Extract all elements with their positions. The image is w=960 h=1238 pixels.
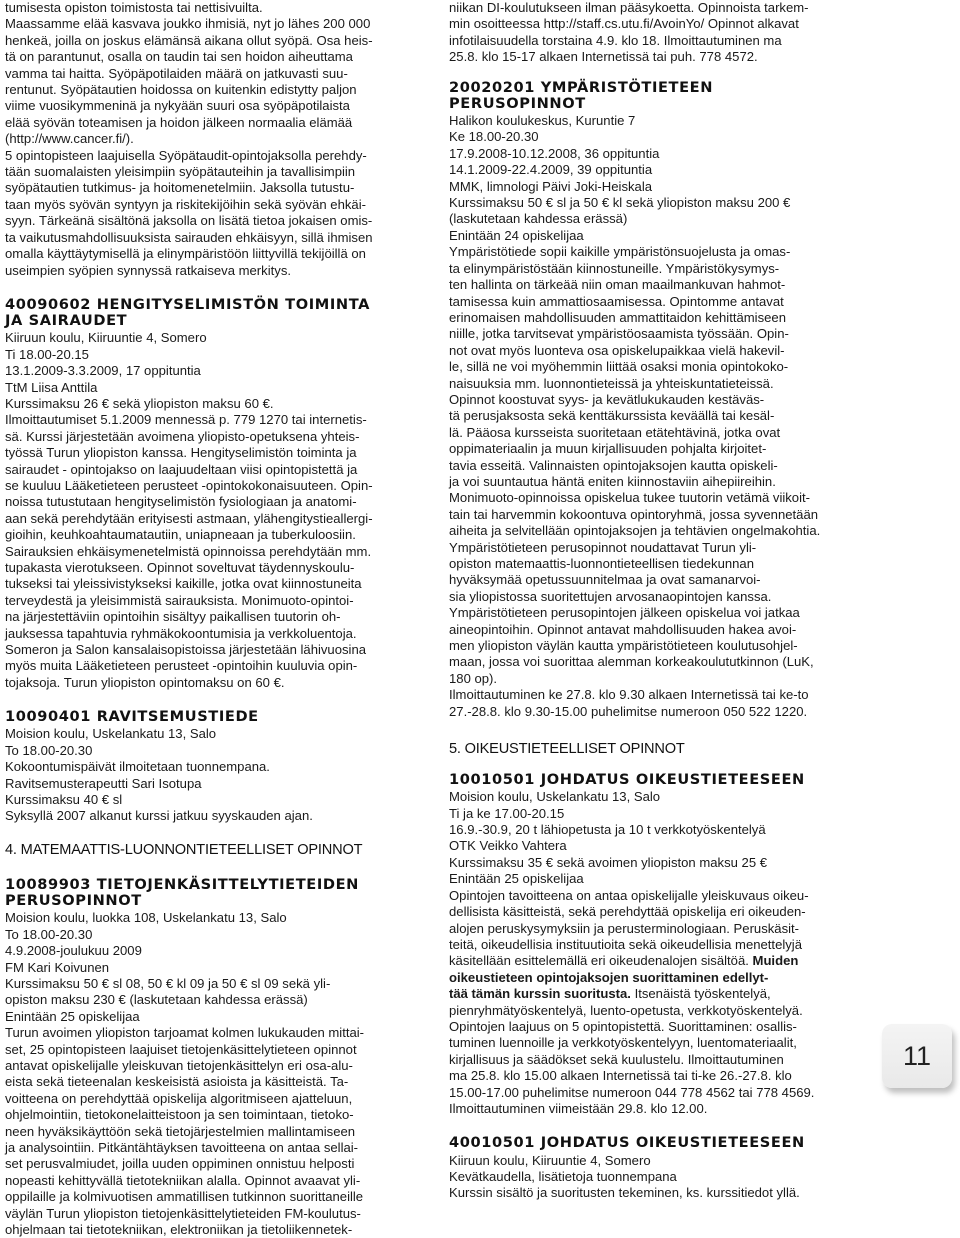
course-info-johdatus-oikeustieteeseen-salo: Moision koulu, Uskelankatu 13, Salo Ti ja ke 17.00-20.15 16.9.-30.9, 20 t lähiopetusta ja 10 t verkkotyöskentelyä OTK Veikko Vahtera Kurssimaksu 35 € sekä avoimen yliopiston maksu 25 € Enintään 25 opiskelijaa Opintojen tavoitteena on antaa opiskelijalle yleiskuvaus oikeu- dellisista käsitteistä, sekä perehdyttää opiskelija eri oikeuden- alojen peruskysymyksiin ja perusterminologiaan. Peruskäsit- teitä, oikeudellisia instituutioita sekä oikeudellisia menettelyjä käsitellään esittelemällä eri oikeudenalojen sisältöä. Muiden oikeustieteen opintojaksojen suorittaminen edellyt- tää tämän kurssin suoritusta. Itsenäistä työskentelyä, pienryhmätyöskentelyä, luento-opetusta, verkkotyöskentelyä. Opintojen laajuus on 5 opintopistettä. Suorittaminen: osallis- tuminen luennoille ja verkkotyöskentelyyn, luentomateriaalit, kirjallisuus ja säädökset sekä kuulustelu. Ilmoittautuminen ma 25.8. klo 15.00 alkaen Internetissä tai ti-ke 26.-27.8. klo 15.00-17.00 puhelimitse numeroon 044 778 4562 tai 778 4569. Ilmoittautuminen viimeistään 29.8. klo 12.00. — [449, 789, 862, 1117]
course-title-hengityselimisto: 40090602 HENGITYSELIMISTÖN TOIMINTA JA SAIRAUDET — [5, 295, 371, 330]
text-line: Moision koulu, Uskelankatu 13, Salo — [5, 726, 217, 742]
text-line: useimpien syöpien synnyssä ratkaiseva merkitys. — [5, 262, 291, 278]
text-line: maan, jossa voi suorittaa alemman korkeakoulututkinnon (LuK, — [449, 654, 814, 670]
text-line: tuminen luennoille ja verkkotyöskentelyyn, luentomateriaalit, — [449, 1035, 797, 1051]
text-line: kirjallisuus ja säädökset sekä kuulustelu. Ilmoittautuminen — [449, 1051, 784, 1067]
text-line: syöpätautien tutkimus- ja hoitomenetelmiin. Jaksolla tutustu- — [5, 180, 355, 196]
text-line: ta elinympäristöstään kiinnostuneille. Ympäristökysymys- — [449, 260, 780, 276]
text-line: alojen peruskysymyksiin ja perusterminologiaan. Peruskäsit- — [449, 920, 800, 936]
text-line: TtM Liisa Anttila — [5, 379, 98, 395]
text-line: Kokoontumispäivät ilmoitetaan tuonnempana. — [5, 759, 270, 775]
course-info-ravitsemustiede — [5, 726, 418, 824]
text-line: 4.9.2008-joulukuu 2009 — [5, 943, 142, 959]
text-line: Ke 18.00-20.30 — [449, 129, 539, 145]
text-line: 17.9.2008-10.12.2008, 36 oppituntia — [449, 145, 660, 161]
text-line: min osoitteessa http://staff.cs.utu.fi/AvoinYo/ Opinnot alkavat — [449, 16, 799, 32]
text-line: lä. Pääosa kursseista suoritetaan etätehtävinä, jotka ovat — [449, 424, 781, 440]
text-line: tukseksi tai yleissivistykseksi kaikille, jotka ovat kiinnostuneita — [5, 576, 362, 592]
text-line: 16.9.-30.9, 20 t lähiopetusta ja 10 t verkkotyöskentelyä — [449, 822, 766, 838]
text-line: niikan DI-koulutukseen ilman pääsykoetta. Opinnoista tarkem- — [449, 0, 809, 15]
text-line: (http://www.cancer.fi/). — [5, 131, 134, 147]
text-line: ohjelmaan tai tietotekniikan, elektroniikan ja tietoliikennetek- — [5, 1222, 353, 1238]
text-line: dellisista käsitteistä, sekä perehdyttää opiskelija eri oikeuden- — [449, 904, 806, 920]
text-line: not ovat myös luonteva osa opiskelupaikkaa vielä hakevil- — [449, 342, 785, 358]
text-line: ma 25.8. klo 15.00 alkaen Internetissä tai ti-ke 26.-27.8. klo — [449, 1068, 792, 1084]
right-column — [449, 0, 862, 1202]
course-title-johdatus-oikeustieteeseen-salo: 10010501 JOHDATUS OIKEUSTIETEESEEN — [449, 771, 805, 789]
text-line: Ravitsemusterapeutti Sari Isotupa — [5, 775, 202, 791]
text-line: ohjelmointiin, tietokonelaitteistoon ja sen toimintaan, tietoko- — [5, 1107, 354, 1123]
text-line: Kevätkaudella, lisätietoja tuonnempana — [449, 1169, 677, 1184]
text-line: Kurssimaksu 50 € sl 08, 50 € kl 09 ja 50 € sl 09 sekä yli- — [5, 975, 331, 991]
text-line: väylän Turun yliopiston tietojenkäsittelytieteiden FM-koulutus- — [5, 1205, 361, 1221]
text-line: henkeä, joilla on joskus elämänsä aikana ollut syöpä. Osa heis- — [5, 32, 373, 48]
text-line: Enintään 24 opiskelijaa — [449, 227, 584, 243]
text-line: gioihin, keuhkoahtaumatautiin, uniapneaan ja tuberkuloosiin. — [5, 527, 356, 543]
text-line: To 18.00-20.30 — [5, 742, 93, 758]
course-info-tietojenkasittely — [5, 910, 418, 1238]
text-line: Syksyllä 2007 alkanut kurssi jatkuu syyskauden ajan. — [5, 808, 313, 824]
text-line: eista sekä tieteenalan keskeisistä asioista ja käsitteistä. Ta- — [5, 1074, 349, 1090]
text-line: erinomaisen mahdollisuuden ammattitaidon kehittämiseen — [449, 309, 786, 325]
text-line: (laskutetaan kahdessa erässä) — [449, 211, 628, 227]
text-line: Kiiruun koulu, Kiiruuntie 4, Somero — [449, 1152, 651, 1168]
text-line: ja voi suuntautua häntä eniten kiinnostaviin aihepiireihin. — [449, 473, 776, 489]
text-line: Kurssimaksu 26 € sekä yliopiston maksu 60 €. — [5, 395, 274, 411]
text-line: Moision koulu, luokka 108, Uskelankatu 13, Salo — [5, 910, 287, 926]
text-line: Halikon koulukeskus, Kuruntie 7 — [449, 113, 636, 129]
text-line: 27.-28.8. klo 9.30-15.00 puhelimitse numeroon 050 522 1220. — [449, 703, 808, 719]
text-line: set, 25 opintopisteen laajuiset tietojenkäsittelytieteen opinnot — [5, 1041, 357, 1057]
text-line: tä on parantunut, osalla on taudin tai sen hoidon aiheuttama — [5, 49, 353, 65]
text-line: rentunut. Syöpätautien hoidossa on kuitenkin edistytty paljon — [5, 82, 357, 98]
text-line: naisuuksia mm. luonnontieteissä ja yhteiskuntatieteissä. — [449, 375, 774, 391]
text-line: Sairauksien ehkäisymenetelmistä opinnoissa perehdytään mm. — [5, 543, 372, 559]
text-line: men yliopiston väylän kautta ympäristötieteen koulutusohjel- — [449, 638, 798, 654]
text-line: taan myös syövän syntyyn ja riskitekijöihin sekä syövän ehkäi- — [5, 196, 366, 212]
text-line: Ti 18.00-20.15 — [5, 346, 89, 362]
text-line: Someron ja Salon kansalaisopistoissa järjestetään lähivuosina — [5, 642, 367, 658]
text-line: 13.1.2009-3.3.2009, 17 oppituntia — [5, 363, 201, 379]
text-line: 25.8. klo 15-17 alkaen Internetissä tai puh. 778 4572. — [449, 49, 758, 65]
text-line: aiheita ja selvitellään opintojaksojen ja tehtävien ongelmakohtia. — [449, 523, 821, 539]
text-line: oppilaille ja kolmivuotisen ammatillisen tutkinnon suorittaneille — [5, 1189, 364, 1205]
text-line: tään suomalaisten yleisimpiin syöpätauteihin ja tavallisimpiin — [5, 164, 356, 180]
text-line: teitä, oikeudellisia instituutioita sekä oikeudellisia menettelyjä — [449, 936, 803, 952]
text-line: opiston maksu 230 € (laskutetaan kahdessa erässä) — [5, 992, 308, 1008]
continued-text — [449, 0, 862, 66]
text-line: pienryhmätyöskentelyä, luento-opetusta, verkkotyöskentelyä. — [449, 1002, 803, 1018]
text-line: tumisesta opiston toimistosta tai nettisivuilta. — [5, 0, 263, 15]
course-title-johdatus-oikeustieteeseen-somero: 40010501 JOHDATUS OIKEUSTIETEESEEN — [449, 1134, 805, 1152]
text-line: sairaudet - opintojakso on laajuudeltaan viisi opintopistettä ja — [5, 461, 358, 477]
text-line: sia yliopistossa suoritettujen arvosanaopintojen kanssa. — [449, 588, 772, 604]
text-line: Enintään 25 opiskelijaa — [5, 1008, 140, 1024]
text-line: Monimuoto-opinnoissa opiskelua tukee tuutorin vetämä viikoit- — [449, 490, 810, 506]
text-line: aan sekä perehdytään erityisesti astmaan, ylähengitystieallergi- — [5, 510, 373, 526]
text-line: Ilmoittautuminen viimeistään 29.8. klo 12.00. — [449, 1100, 708, 1116]
page-number-badge: 11 — [882, 1024, 952, 1088]
text-line: oppimateriaalin ja muun kirjallisuuden pohjalta kirjoitet- — [449, 441, 767, 457]
text-line: jauksessa tapahtuvia ryhmäkokoontumisia ja verkkoluentoja. — [5, 625, 357, 641]
prerequisite-note: Muiden — [752, 953, 799, 969]
text-line: Ilmoittautumiset 5.1.2009 mennessä p. 779 1270 tai internetis- — [5, 412, 367, 428]
text-line: Ilmoittautuminen ke 27.8. klo 9.30 alkaen Internetissä tai ke-to — [449, 687, 809, 703]
text-line: 15.00-17.00 puhelimitse numeroon 044 778 4562 tai 778 4569. — [449, 1084, 815, 1100]
text-line: noissa tutustutaan hengityselimistön fysiologiaan ja anatomi- — [5, 494, 357, 510]
text-line: tavia esseitä. Valinnaisten opintojaksojen kautta opiskeli- — [449, 457, 778, 473]
text-line: myös muita Lääketieteen perusteet -opintoihin kuuluvia opin- — [5, 658, 358, 674]
text-line: Moision koulu, Uskelankatu 13, Salo — [449, 789, 661, 805]
text-line: hyväksymää opetussuunnitelmaa ja ovat samanarvoi- — [449, 572, 761, 588]
text-line: ta vaikutusmahdollisuuksista sairauden ehkäisyyn, sillä ihmisen — [5, 229, 373, 245]
course-title-ymparistotiede: 20020201 YMPÄRISTÖTIETEEN PERUSOPINNOT — [449, 78, 714, 112]
text-line: työssä Turun yliopiston kanssa. Hengityselimistön toiminta ja — [5, 445, 357, 461]
text-line: OTK Veikko Vahtera — [449, 838, 567, 854]
course-info-ymparistotiede — [449, 113, 862, 720]
text-line: ja analysointiin. Pitkäntähtäyksen tavoitteena on antaa sellai- — [5, 1139, 359, 1155]
text-line: viime vuosikymmeninä ja nykyään suuri osa syöpäpotilaista — [5, 98, 350, 114]
text-line: Ympäristötieteen perusopinnot noudattavat Turun yli- — [449, 539, 757, 555]
text-line: Opintojen laajuus on 5 opintopistettä. Suorittaminen: osallis- — [449, 1018, 797, 1034]
text-line: Kiiruun koulu, Kiiruuntie 4, Somero — [5, 330, 207, 346]
text-line: neen hyväksikäyttöön sekä tietojärjestelmien mallintamiseen — [5, 1123, 356, 1139]
text-line: infotilaisuudella torstaina 4.9. klo 18. Ilmoittautuminen ma — [449, 32, 782, 48]
text-line: tojaksoja. Turun yliopiston opintomaksu on 60 €. — [5, 674, 285, 690]
text-line: tä perusjaksosta sekä kenttäkurssista keväällä tai kesäl- — [449, 408, 775, 424]
text-line: tain tai harvemmin kokoontuva opintoryhmä, jossa syvennetään — [449, 506, 819, 522]
text-line: omalla käyttäytymisellä ja elinympäristöön liittyvillä tekijöillä on — [5, 246, 366, 262]
text-line: aineopintoihin. Opinnot antavat mahdollisuuden hakea avoi- — [449, 621, 797, 637]
text-line: 14.1.2009-22.4.2009, 39 oppituntia — [449, 162, 653, 178]
text-line: Ympäristötieteen perusopintojen jälkeen opiskelua voi jatkaa — [449, 605, 800, 621]
text-line: Kurssimaksu 35 € sekä avoimen yliopiston maksu 25 € — [449, 854, 768, 870]
left-column — [5, 0, 418, 1238]
text-line: To 18.00-20.30 — [5, 926, 93, 942]
course-title-ravitsemustiede: 10090401 RAVITSEMUSTIEDE — [5, 708, 259, 726]
course-info-hengityselimisto — [5, 330, 418, 691]
text-line: set perusvalmiudet, joilla uuden oppiminen onnistuu helposti — [5, 1156, 355, 1172]
text-line: Kurssin sisältö ja suoritusten tekeminen, ks. kurssitiedot yllä. — [449, 1185, 800, 1201]
text-line: tupakasta vierotukseen. Opinnot soveltuvat täydennyskoulu- — [5, 560, 355, 575]
text-line: Ti ja ke 17.00-20.15 — [449, 805, 565, 821]
text-line: Turun avoimen yliopiston tarjoamat kolmen lukukauden mittai- — [5, 1025, 365, 1041]
text-line: le, sillä ne voi myöhemmin liittää osaksi monia opintokoko- — [449, 359, 789, 375]
section-heading-matemaattis: 4. MATEMAATTIS-LUONNONTIETEELLISET OPINNOT — [5, 841, 363, 858]
text-line: Opinnot koostuvat syys- ja kevätlukukauden kestäväs- — [449, 391, 765, 407]
text-line: tamisessa kuin ammattiosaamisessa. Opintomme antavat — [449, 293, 784, 309]
text-line: FM Kari Koivunen — [5, 959, 110, 975]
text-line: Enintään 25 opiskelijaa — [449, 871, 584, 887]
text-line: 5 opintopisteen laajuisella Syöpätaudit-opintojaksolla perehdy- — [5, 147, 367, 163]
text-line: niille, jotka tarvitsevat ympäristöosaamista työssään. Opin- — [449, 326, 789, 342]
text-line: terveydestä ja yleisimmistä sairauksista. Monimuoto-opintoi- — [5, 592, 354, 608]
text-line: nopeasti kehittyvällä tietotekniikan alalla. Opinnot avaavat yli- — [5, 1172, 361, 1188]
text-line: antavat opiskelijalle yleiskuvan tietojenkäsittelyn eri osa-alu- — [5, 1057, 353, 1073]
text-line: Maassamme elää kasvava joukko ihmisiä, nyt jo lähes 200 000 — [5, 16, 371, 32]
section-heading-oikeustieteelliset: 5. OIKEUSTIETEELLISET OPINNOT — [449, 741, 685, 758]
text-line: sä. Kurssi järjestetään avoimena yliopisto-opetuksena yhteis- — [5, 428, 360, 444]
course-info-johdatus-oikeustieteeseen-somero — [449, 1153, 862, 1202]
text-line: voitteena on perehdyttää opiskelija algoritmiseen ajatteluun, — [5, 1090, 353, 1106]
text-line: Kurssimaksu 50 € sl ja 50 € kl sekä yliopiston maksu 200 € — [449, 195, 791, 211]
text-line: 180 op). — [449, 670, 498, 686]
text-line: syyn. Tärkeänä sisältönä jaksolla on lisätä tietoa jokaisen omis- — [5, 213, 373, 229]
course-title-tietojenkasittely: 10089903 TIETOJENKÄSITTELYTIETEIDEN PERUSOPINNOT — [5, 875, 359, 910]
text-line: vamma tai haitta. Syöpäpotilaiden määrä on jatkuvasti suu- — [5, 65, 348, 81]
text-line: Kurssimaksu 40 € sl — [5, 792, 123, 808]
text-line: elää syövän toteamisen ja hoidon jälkeen normaalia elämää — [5, 114, 353, 130]
text-line: na järjestettäviin opintoihin sisältyy paikallisen tuutorin oh- — [5, 609, 341, 625]
text-line: opiston matemaattis-luonnontieteellisen tiedekunnan — [449, 556, 754, 571]
text-line: ten hallinta on tärkeää niin oman maailmankuvan hahmot- — [449, 277, 786, 293]
intro-text — [5, 0, 418, 279]
text-line: se kuuluu Lääketieteen perusteet -opintokokonaisuuteen. Opin- — [5, 477, 373, 493]
text-line: Ympäristötiede sopii kaikille ympäristönsuojelusta ja omas- — [449, 244, 791, 260]
text-line: Opintojen tavoitteena on antaa opiskelijalle yleiskuvaus oikeu- — [449, 887, 809, 903]
text-line: MMK, limnologi Päivi Joki-Heiskala — [449, 178, 653, 194]
